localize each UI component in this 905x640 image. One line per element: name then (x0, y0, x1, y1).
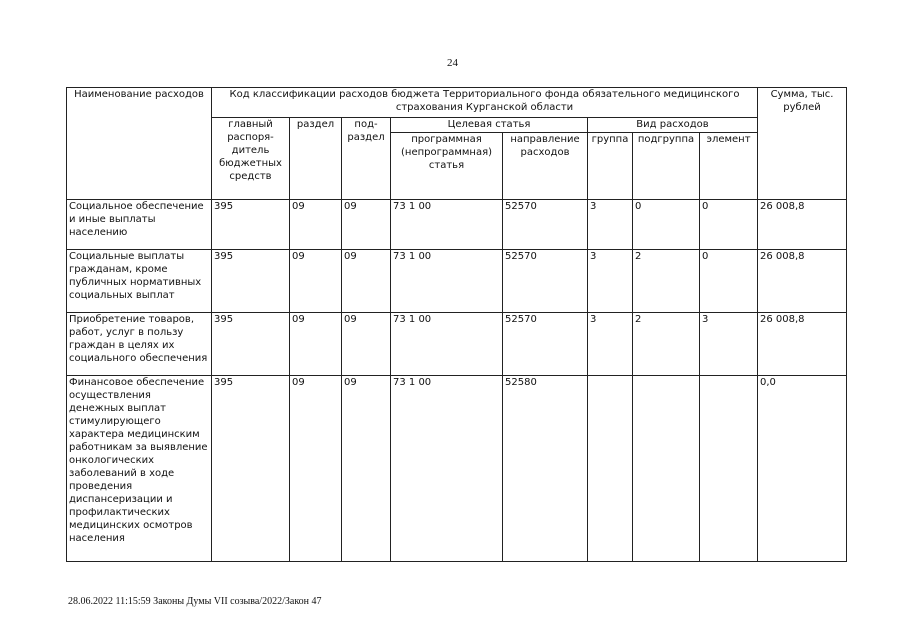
header-sum: Сумма, тыс. рублей (758, 88, 847, 200)
table-row (67, 376, 847, 562)
cell-section: 09 (290, 313, 342, 376)
cell-group: 3 (588, 250, 633, 313)
cell-subsection: 09 (342, 376, 391, 562)
cell-subgroup: 2 (633, 250, 700, 313)
cell-direction: 52570 (503, 200, 588, 250)
header-target-item: Целевая статья (391, 118, 588, 133)
cell-element (700, 376, 758, 562)
cell-subgroup (633, 376, 700, 562)
cell-element: 0 (700, 250, 758, 313)
header-subgroup: подгруппа (633, 133, 700, 200)
cell-group: 3 (588, 200, 633, 250)
header-expense-type: Вид расходов (588, 118, 758, 133)
cell-subgroup: 2 (633, 313, 700, 376)
cell-direction: 52580 (503, 376, 588, 562)
page-number: 24 (447, 57, 458, 69)
cell-direction: 52570 (503, 250, 588, 313)
header-program: программная (непрограммная) статья (391, 133, 503, 200)
cell-chief: 395 (212, 313, 290, 376)
cell-element: 3 (700, 313, 758, 376)
cell-sum: 0,0 (758, 376, 847, 562)
cell-name: Социальное обеспечение и иные выплаты населению (67, 200, 212, 250)
header-name: Наименование расходов (67, 88, 212, 200)
cell-subsection: 09 (342, 250, 391, 313)
cell-sum: 26 008,8 (758, 250, 847, 313)
cell-direction: 52570 (503, 313, 588, 376)
header-direction: направление расходов (503, 133, 588, 200)
cell-subsection: 09 (342, 200, 391, 250)
table-row (67, 313, 847, 376)
cell-name: Социальные выплаты гражданам, кроме публичных нормативных социальных выплат (67, 250, 212, 313)
header-element: элемент (700, 133, 758, 200)
cell-section: 09 (290, 200, 342, 250)
header-code-group: Код классификации расходов бюджета Территориального фонда обязательного медицинского страхования Курганской области (212, 88, 758, 118)
cell-subgroup: 0 (633, 200, 700, 250)
cell-element: 0 (700, 200, 758, 250)
cell-program: 73 1 00 (391, 250, 503, 313)
cell-section: 09 (290, 376, 342, 562)
cell-sum: 26 008,8 (758, 200, 847, 250)
cell-chief: 395 (212, 200, 290, 250)
cell-program: 73 1 00 (391, 313, 503, 376)
cell-group: 3 (588, 313, 633, 376)
cell-subsection: 09 (342, 313, 391, 376)
cell-name: Финансовое обеспечение осуществления денежных выплат стимулирующего характера медицинским работникам за выявление онкологических заболеваний в ходе проведения диспансеризации и профилактических медицинских осмотров населения (67, 376, 212, 562)
header-chief-manager: главный распоря-дитель бюджетных средств (212, 118, 290, 200)
cell-chief: 395 (212, 250, 290, 313)
header-subsection: под-раздел (342, 118, 391, 200)
cell-program: 73 1 00 (391, 376, 503, 562)
cell-group (588, 376, 633, 562)
cell-name: Приобретение товаров, работ, услуг в пользу граждан в целях их социального обеспечения (67, 313, 212, 376)
cell-program: 73 1 00 (391, 200, 503, 250)
cell-chief: 395 (212, 376, 290, 562)
header-group: группа (588, 133, 633, 200)
document-footer: 28.06.2022 11:15:59 Законы Думы VII созыва/2022/Закон 47 (68, 596, 322, 607)
budget-table (66, 87, 847, 562)
table-row (67, 200, 847, 250)
cell-sum: 26 008,8 (758, 313, 847, 376)
cell-section: 09 (290, 250, 342, 313)
table-row (67, 250, 847, 313)
header-section: раздел (290, 118, 342, 200)
